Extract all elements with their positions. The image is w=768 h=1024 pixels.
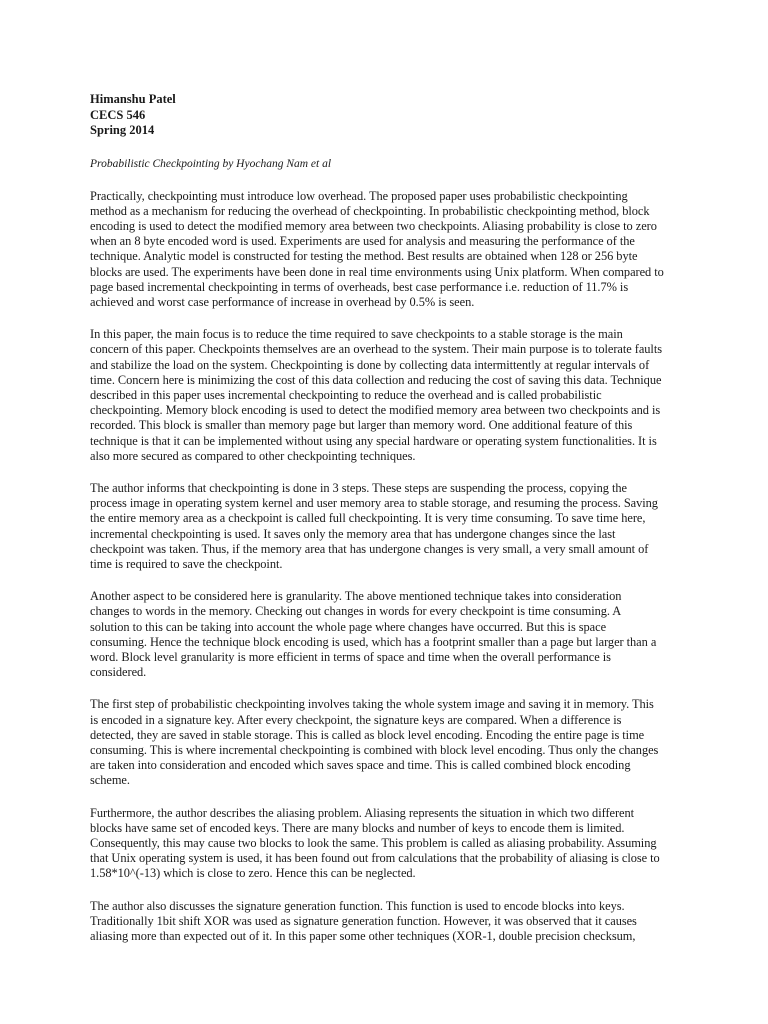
text-line: when an 8 byte encoded word is used. Experiments are used for analysis and measuring the performance of the xyxy=(90,234,635,249)
paragraph xyxy=(90,481,682,572)
text-line: time. Concern here is minimizing the cost of this data collection and reducing the cost of saving this data. Technique xyxy=(90,372,662,387)
text-line: page based incremental checkpointing in terms of overheads, best case performance i.e. reduction of 11.7% is xyxy=(90,279,629,294)
text-line: The author also discusses the signature generation function. This function is used to encode blocks into keys. xyxy=(90,898,625,913)
text-line: considered. xyxy=(90,665,147,680)
text-line: scheme. xyxy=(90,773,130,788)
paragraph xyxy=(90,189,682,311)
text-line: Another aspect to be considered here is granularity. The above mentioned technique takes into consideration xyxy=(90,589,622,604)
text-line: solution to this can be taking into account the whole page where changes have occurred. But this is space xyxy=(90,619,607,634)
text-line: blocks have same set of encoded keys. There are many blocks and number of keys to encode them is limited. xyxy=(90,820,625,835)
text-line: Furthermore, the author describes the aliasing problem. Aliasing represents the situation in which two different xyxy=(90,805,635,820)
text-line: concern of this paper. Checkpoints themselves are an overhead to the system. Their main purpose is to tolerate faults xyxy=(90,342,662,357)
text-line: Consequently, this may cause two blocks to look the same. This problem is called as aliasing probability. Assuming xyxy=(90,836,657,851)
text-line: process image in operating system kernel and user memory area to stable storage, and resuming the process. Saving xyxy=(90,496,658,511)
text-line: word. Block level granularity is more efficient in terms of space and time when the overall performance is xyxy=(90,649,611,664)
paragraph xyxy=(90,327,682,464)
text-line: Traditionally 1bit shift XOR was used as signature generation function. However, it was observed that it causes xyxy=(90,913,637,928)
text-line: The author informs that checkpointing is done in 3 steps. These steps are suspending the process, copying the xyxy=(90,480,627,495)
text-line: Practically, checkpointing must introduce low overhead. The proposed paper uses probabilistic checkpointing xyxy=(90,188,628,203)
text-line: changes to words in the memory. Checking out changes in words for every checkpoint is time consuming. A xyxy=(90,604,622,619)
text-line: achieved and worst case performance of increase in overhead by 0.5% is seen. xyxy=(90,294,475,309)
text-line: the entire memory area as a checkpoint is called full checkpointing. It is very time consuming. To save time here, xyxy=(90,511,646,526)
text-line: time is required to save the checkpoint. xyxy=(90,556,283,571)
text-line: method as a mechanism for reducing the overhead of checkpointing. In probabilistic checkpointing method, block xyxy=(90,203,650,218)
text-line: In this paper, the main focus is to reduce the time required to save checkpoints to a stable storage is the main xyxy=(90,327,623,342)
text-line: described in this paper uses incremental checkpointing to reduce the overhead and is called probabilistic xyxy=(90,387,602,402)
paper-title: Probabilistic Checkpointing by Hyochang Nam et al xyxy=(90,157,332,170)
text-line: is encoded in a signature key. After every checkpoint, the signature keys are compared. When a difference is xyxy=(90,712,622,727)
text-line: consuming. Hence the technique block encoding is used, which has a footprint smaller than a page but larger than a xyxy=(90,634,657,649)
paragraph xyxy=(90,697,682,788)
text-line: checkpointing. Memory block encoding is used to detect the modified memory area between two checkpoints and is xyxy=(90,403,661,418)
text-line: encoding is used to detect the modified memory area between two checkpoints. Aliasing probability is close to zero xyxy=(90,218,657,233)
text-line: are taken into consideration and encoded which saves space and time. This is called combined block encoding xyxy=(90,758,631,773)
text-line: detected, they are saved in stable storage. This is called as block level encoding. Encoding the entire page is time xyxy=(90,727,645,742)
text-line: consuming. This is where incremental checkpointing is combined with block level encoding. Thus only the changes xyxy=(90,743,659,757)
text-line: technique. Analytic model is constructed for testing the method. Best results are obtained when 128 or 256 byte xyxy=(90,249,638,264)
text-line: also more secured as compared to other checkpointing techniques. xyxy=(90,448,416,463)
course-code: CECS 546 xyxy=(90,107,146,122)
text-line: that Unix operating system is used, it has been found out from calculations that the probability of aliasing is close to xyxy=(90,851,660,866)
text-line: checkpoint was taken. Thus, if the memory area that has undergone changes is very small, a very small amount of xyxy=(90,541,649,556)
author-name: Himanshu Patel xyxy=(90,92,176,106)
text-line: technique is that it can be implemented without using any special hardware or operating system functionalities. It is xyxy=(90,433,657,448)
text-line: blocks are used. The experiments have been done in real time environments using Unix platform. When compared to xyxy=(90,264,664,279)
text-line: The first step of probabilistic checkpointing involves taking the whole system image and saving it in memory. This xyxy=(90,697,654,712)
term: Spring 2014 xyxy=(90,123,155,137)
text-line: 1.58*10^(-13) which is close to zero. Hence this can be neglected. xyxy=(90,866,416,881)
text-line: and stabilize the load on the system. Checkpointing is done by collecting data intermittently at regular intervals of xyxy=(90,357,650,372)
document-page xyxy=(90,92,682,944)
paragraph xyxy=(90,806,682,882)
text-line: incremental checkpointing is used. It saves only the memory area that has undergone changes since the last xyxy=(90,526,616,541)
text-line: recorded. This block is smaller than memory page but larger than memory word. One additional feature of this xyxy=(90,418,633,433)
paragraph xyxy=(90,899,682,945)
body-text xyxy=(90,189,682,945)
paragraph xyxy=(90,589,682,680)
text-line: aliasing more than expected out of it. In this paper some other techniques (XOR-1, double precision checksum, xyxy=(90,929,636,944)
